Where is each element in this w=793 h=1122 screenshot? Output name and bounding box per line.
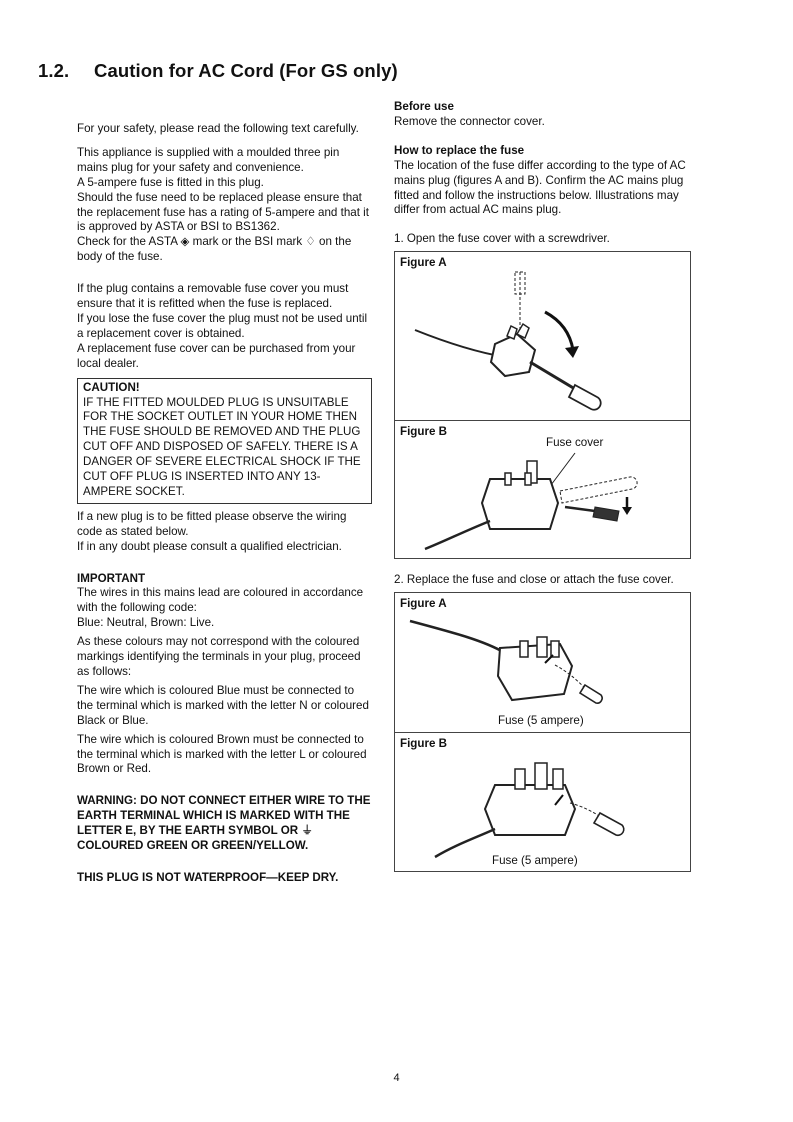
fuse-cover-lost-text: If you lose the fuse cover the plug must not be used until a replacement cover is obtained. [77,311,368,340]
section-heading [38,60,398,82]
fuse-label-b: Fuse (5 ampere) [492,854,578,868]
step-2-figures [394,592,691,872]
fuse-info-text: A 5-ampere fuse is fitted in this plug. [77,175,264,189]
step-2-figure-b [395,732,690,871]
left-column [77,122,373,886]
replace-fuse-text: The location of the fuse differ according to the type of AC mains plug (figures A and B). Confirm the AC mains plug fitted and follow the instructions below. Illustrations may differ from actual AC mains plug. [394,158,686,217]
blue-wire-text: The wire which is coloured Blue must be connected to the terminal which is marked with the letter N or coloured Black or Blue. [77,683,369,727]
step-2-figure-a [395,593,690,732]
replace-fuse-illustration-b [395,733,690,871]
page-number: 4 [393,1072,400,1084]
earth-warning-text: WARNING: DO NOT CONNECT EITHER WIRE TO THE EARTH TERMINAL WHICH IS MARKED WITH THE LETTER E, BY THE EARTH SYMBOL OR ⏚ COLOURED GREEN OR GREEN/YELLOW. [77,794,371,853]
before-use-text: Remove the connector cover. [394,114,545,128]
fuse-cover-purchase-text: A replacement fuse cover can be purchased from your local dealer. [77,341,356,370]
colour-mismatch-text: As these colours may not correspond with the coloured markings identifying the terminals in your plug, proceed as follows: [77,635,361,678]
section-number: 1.2. [38,60,70,81]
electrician-text: If in any doubt please consult a qualified electrician. [77,539,342,553]
wire-code-text: Blue: Neutral, Brown: Live. [77,616,215,630]
figure-b-label: Figure B [400,737,448,751]
right-column [394,100,694,872]
fuse-label-a: Fuse (5 ampere) [498,714,584,728]
caution-box [77,378,372,504]
intro-text: For your safety, please read the following text carefully. [77,122,359,135]
replace-fuse-illustration-a [395,593,690,732]
figure-a-label: Figure A [400,256,447,270]
wire-colour-text: The wires in this mains lead are coloured in accordance with the following code: [77,586,364,615]
open-cover-illustration-b [395,421,690,558]
before-use-title: Before use [394,100,454,113]
plug-info-text: This appliance is supplied with a moulded three pin mains plug for your safety and convenience. [77,145,340,174]
new-plug-text: If a new plug is to be fitted please observe the wiring code as stated below. [77,509,347,538]
step-1-text: 1. Open the fuse cover with a screwdriver. [394,232,610,246]
caution-title: CAUTION! [83,380,140,394]
caution-text: IF THE FITTED MOULDED PLUG IS UNSUITABLE FOR THE SOCKET OUTLET IN YOUR HOME THEN THE FUSE SHOULD BE REMOVED AND THE PLUG CUT OFF AND DISPOSED OF SAFELY. THERE IS A DANGER OF SEVERE ELECTRICAL SHOCK IF THE CUT OFF PLUG IS INSERTED INTO ANY 13-AMPERE SOCKET. [83,395,361,498]
open-cover-illustration-a [395,252,690,420]
step-1-figures [394,251,691,559]
important-title: IMPORTANT [77,571,146,585]
step-2-text: 2. Replace the fuse and close or attach the fuse cover. [394,573,674,587]
step-1-figure-a [395,252,690,420]
figure-a-label: Figure A [400,597,447,611]
fuse-replace-text: Should the fuse need to be replaced please ensure that the replacement fuse has a rating of 5-ampere and that it is approved by ASTA or BSI to BS1362. [77,190,369,234]
fuse-cover-label: Fuse cover [546,436,604,450]
figure-b-label: Figure B [400,425,448,439]
brown-wire-text: The wire which is coloured Brown must be connected to the terminal which is marked with the letter L or coloured Brown or Red. [77,732,367,776]
section-title: Caution for AC Cord (For GS only) [94,60,398,81]
fuse-cover-text: If the plug contains a removable fuse cover you must ensure that it is refitted when the fuse is replaced. [77,282,349,311]
fuse-mark-text: Check for the ASTA ◈ mark or the BSI mark ♢ on the body of the fuse. [77,235,352,264]
step-1-figure-b [395,420,690,558]
waterproof-warning-text: THIS PLUG IS NOT WATERPROOF—KEEP DRY. [77,870,339,884]
replace-fuse-title: How to replace the fuse [394,143,525,157]
